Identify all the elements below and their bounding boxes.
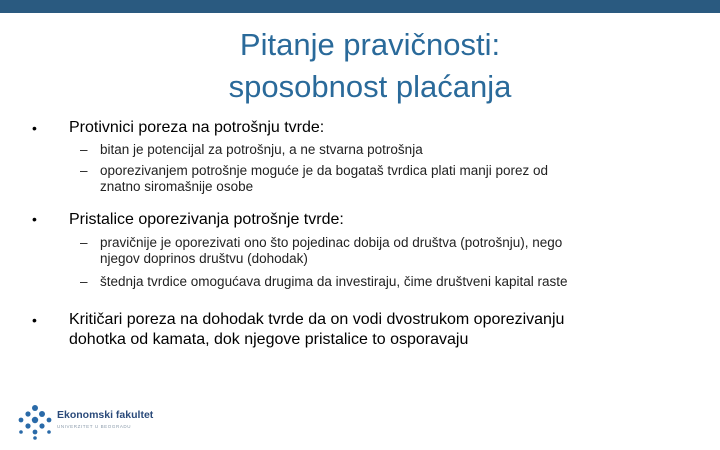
logo-name: Ekonomski fakultet bbox=[57, 409, 154, 421]
dash-marker: – bbox=[80, 163, 88, 178]
logo-subtitle: UNIVERZITET U BEOGRADU bbox=[57, 424, 132, 429]
title-line-1: Pitanje pravičnosti: bbox=[239, 27, 501, 62]
sub-text-line: pravičnije je oporezivati ono što pojedinac dobija od društva (potrošnju), nego bbox=[100, 235, 563, 250]
bullet-3-line-2: dohotka od kamata, dok njegove pristalice to osporavaju bbox=[69, 331, 469, 348]
dash-marker: – bbox=[80, 142, 88, 157]
bullet-1-text: Protivnici poreza na potrošnju tvrde: bbox=[69, 119, 325, 136]
dash-marker: – bbox=[80, 274, 88, 289]
top-accent-bar bbox=[0, 0, 720, 13]
bullet-2-text: Pristalice oporezivanja potrošnje tvrde: bbox=[69, 211, 344, 228]
logo-dots-icon bbox=[15, 405, 55, 441]
faculty-logo bbox=[15, 405, 215, 441]
sub-text-line: bitan je potencijal za potrošnju, a ne stvarna potrošnja bbox=[100, 142, 423, 157]
bullet-marker: • bbox=[32, 211, 37, 227]
bullet-3-line-1: Kritičari poreza na dohodak tvrde da on vodi dvostrukom oporezivanju bbox=[69, 311, 565, 328]
dash-marker: – bbox=[80, 235, 88, 250]
sub-text-line: oporezivanjem potrošnje moguće je da bogataš tvrdica plati manji porez od bbox=[100, 163, 549, 178]
bullet-2-sub-1 bbox=[80, 235, 700, 267]
slide-title bbox=[0, 24, 720, 108]
bullet-marker: • bbox=[32, 120, 37, 136]
title-line-2: sposobnost plaćanja bbox=[228, 69, 512, 104]
bullet-1-sub-2 bbox=[80, 163, 700, 195]
bullet-1-sub-1 bbox=[80, 142, 700, 158]
sub-text-line: štednja tvrdice omogućava drugima da investiraju, čime društveni kapital raste bbox=[100, 274, 568, 289]
bullet-marker: • bbox=[32, 312, 37, 328]
bullet-2-sub-2 bbox=[80, 274, 700, 290]
sub-text-line: znatno siromašnije osobe bbox=[100, 179, 254, 194]
sub-text-line: njegov doprinos društvu (dohodak) bbox=[100, 251, 308, 266]
